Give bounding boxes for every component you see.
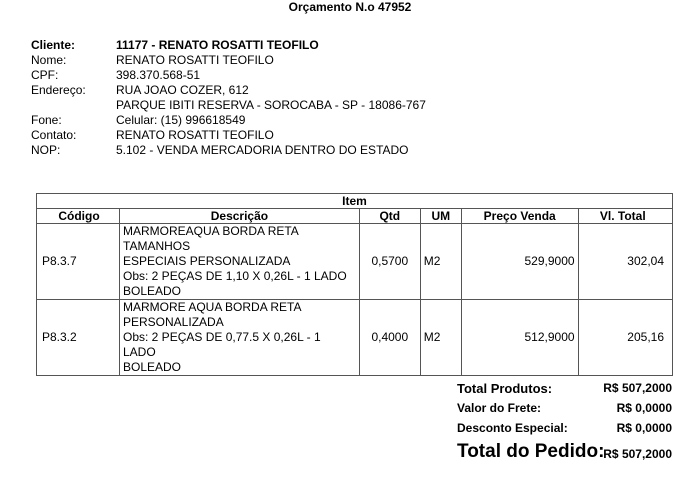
order-total-label: Total do Pedido: — [457, 441, 605, 462]
totals-summary — [457, 381, 672, 465]
column-header-description: Descrição — [120, 209, 360, 224]
column-header-total: Vl. Total — [578, 209, 672, 224]
client-value: 11177 - RENATO ROSATTI TEOFILO — [116, 38, 319, 52]
cpf-row — [31, 68, 426, 83]
item-total: 205,16 — [578, 300, 672, 376]
items-group-header: Item — [37, 194, 673, 209]
total-products-label: Total Produtos: — [457, 381, 553, 396]
column-header-price: Preço Venda — [461, 209, 578, 224]
item-description-line: MARMOREAQUA BORDA RETA TAMANHOS — [123, 224, 299, 253]
item-description — [120, 224, 360, 300]
name-label: Nome: — [31, 53, 67, 67]
item-description-line: PERSONALIZADA — [123, 315, 224, 329]
column-header-um: UM — [420, 209, 461, 224]
discount-row — [457, 421, 672, 441]
phone-row — [31, 113, 426, 128]
item-price: 512,9000 — [461, 300, 578, 376]
item-description-line: Obs: 2 PEÇAS DE 0,77.5 X 0,26L - 1 LADO — [123, 330, 321, 359]
item-code: P8.3.7 — [37, 224, 120, 300]
item-description-line: MARMORE AQUA BORDA RETA — [123, 300, 302, 314]
column-header-code: Código — [37, 209, 120, 224]
name-value: RENATO ROSATTI TEOFILO — [116, 53, 274, 67]
total-products-value: R$ 507,2000 — [603, 381, 672, 395]
item-description-line: Obs: 2 PEÇAS DE 1,10 X 0,26L - 1 LADO — [123, 269, 347, 283]
cpf-value: 398.370.568-51 — [116, 68, 201, 82]
client-row — [31, 38, 426, 53]
client-info — [31, 38, 426, 158]
total-products-row — [457, 381, 672, 401]
address-row — [31, 83, 426, 98]
freight-value: R$ 0,0000 — [616, 401, 672, 415]
table-row — [37, 300, 673, 376]
item-total: 302,04 — [578, 224, 672, 300]
item-um: M2 — [420, 224, 461, 300]
column-header-qtd: Qtd — [359, 209, 420, 224]
cpf-label: CPF: — [31, 68, 59, 82]
table-row — [37, 224, 673, 300]
items-column-header-row — [37, 209, 673, 224]
phone-label: Fone: — [31, 113, 62, 127]
name-row — [31, 53, 426, 68]
item-description-line: BOLEADO — [123, 284, 182, 298]
item-description-line: ESPECIAIS PERSONALIZADA — [123, 254, 291, 268]
discount-value: R$ 0,0000 — [616, 421, 672, 435]
contact-row — [31, 128, 426, 143]
order-total-row — [457, 441, 672, 465]
item-description — [120, 300, 360, 376]
items-group-header-row — [37, 194, 673, 209]
phone-value: Celular: (15) 996618549 — [116, 113, 246, 127]
item-qtd: 0,4000 — [359, 300, 420, 376]
nop-value: 5.102 - VENDA MERCADORIA DENTRO DO ESTADO — [116, 143, 409, 157]
item-code: P8.3.2 — [37, 300, 120, 376]
nop-row — [31, 143, 426, 158]
item-description-line: BOLEADO — [123, 360, 182, 374]
items-table — [36, 193, 673, 376]
document-title: Orçamento N.o 47952 — [288, 0, 412, 14]
item-price: 529,9000 — [461, 224, 578, 300]
item-um: M2 — [420, 300, 461, 376]
order-total-value: R$ 507,2000 — [603, 447, 672, 461]
freight-label: Valor do Frete: — [457, 401, 542, 415]
freight-row — [457, 401, 672, 421]
address-label: Endereço: — [31, 83, 86, 97]
item-qtd: 0,5700 — [359, 224, 420, 300]
nop-label: NOP: — [31, 143, 61, 157]
address-value: RUA JOAO COZER, 612 — [116, 83, 249, 97]
client-label: Cliente: — [31, 38, 76, 52]
contact-label: Contato: — [31, 128, 77, 142]
address-line2-value: PARQUE IBITI RESERVA - SOROCABA - SP - 18086-767 — [116, 98, 426, 112]
discount-label: Desconto Especial: — [457, 421, 568, 435]
address-line2-row — [31, 98, 426, 113]
contact-value: RENATO ROSATTI TEOFILO — [116, 128, 274, 142]
